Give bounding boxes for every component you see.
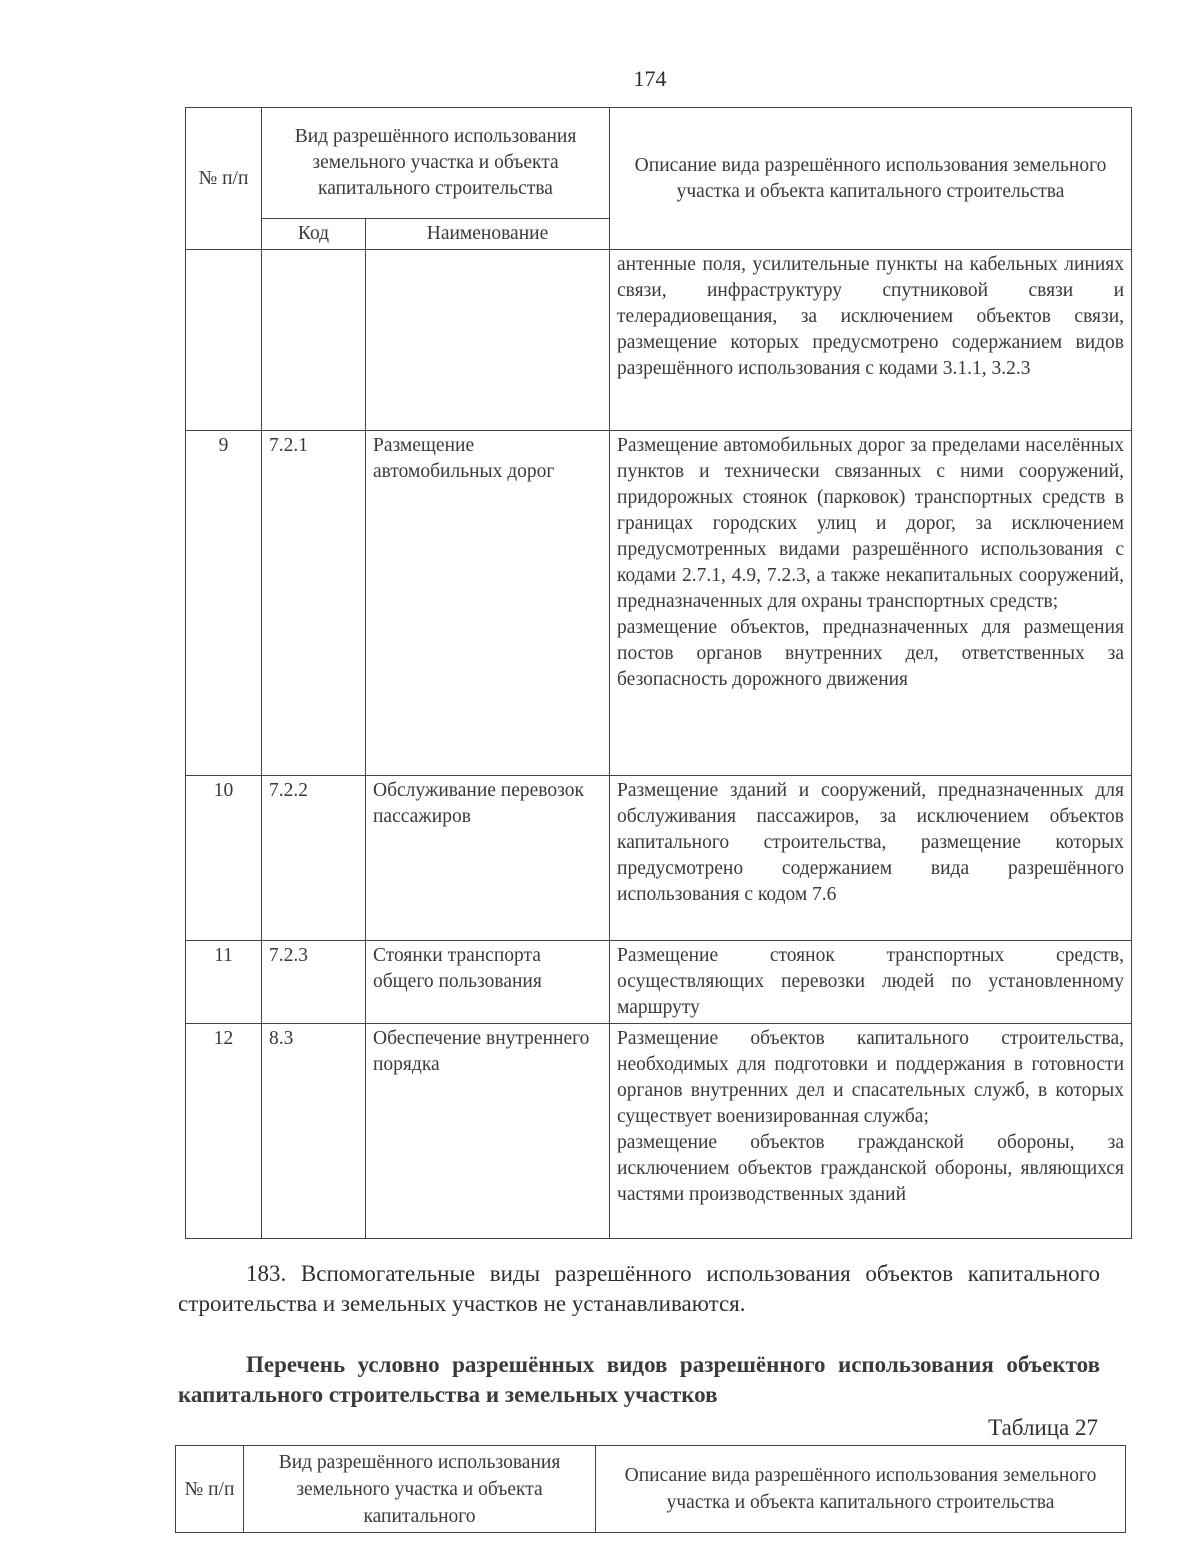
row-name-cell: Размещение автомобильных дорог [366, 431, 610, 776]
description-paragraph: Размещение стоянок транспортных средств, осуществляющих перевозки людей по установленному маршруту [617, 945, 1125, 1018]
header-description: Описание вида разрешённого использования земельного участка и объекта капитального строительства [610, 108, 1132, 250]
header-name: Наименование [366, 219, 610, 250]
row-num-cell [186, 250, 262, 431]
row-code-cell: 7.2.2 [262, 776, 366, 941]
table-row [186, 941, 1132, 1024]
row-name-cell: Обеспечение внутреннего порядка [366, 1024, 610, 1239]
section-heading [178, 1350, 1100, 1410]
row-name-cell: Стоянки транспорта общего пользования [366, 941, 610, 1024]
description-paragraph: Размещение объектов капитального строительства, необходимых для подготовки и поддержания в готовности органов внутренних дел и спасательных служб, в которых существует военизированная служба; [617, 1028, 1125, 1127]
table-row [186, 250, 1132, 431]
description-paragraph: Размещение автомобильных дорог за пределами населённых пунктов и технически связанных с ними сооружений, придорожных стоянок (парковок) транспортных средств в границах городских улиц и дорог, за исключением предусмотренных видами разрешённого использования с кодами 2.7.1, 4.9, 7.2.3, а также некапитальных сооружений, предназначенных для охраны транспортных средств; [617, 435, 1125, 612]
row-num-cell: 10 [186, 776, 262, 941]
table-row [186, 1024, 1132, 1239]
description-paragraph: размещение объектов гражданской обороны, за исключением объектов гражданской обороны, являющихся частями производственных зданий [617, 1132, 1125, 1205]
header-type-group: Вид разрешённого использования земельного участка и объекта капитального строительства [262, 108, 610, 219]
paragraph-183-text: 183. Вспомогательные виды разрешённого использования объектов капитального строительства и земельных участков не устанавливаются. [178, 1261, 1100, 1316]
description-paragraph: размещение объектов, предназначенных для размещения постов органов внутренних дел, ответственных за безопасность дорожного движения [617, 617, 1125, 690]
section-heading-text: Перечень условно разрешённых видов разрешённого использования объектов капитального строительства и земельных участков [178, 1352, 1100, 1407]
paragraph-183 [178, 1259, 1100, 1319]
row-num-cell: 11 [186, 941, 262, 1024]
row-description-cell: антенные поля, усилительные пункты на кабельных линиях связи, инфраструктуру спутниковой связи и телерадиовещания, за исключением объектов связи, размещение которых предусмотрено содержанием видов разрешённого использования с кодами 3.1.1, 3.2.3 [610, 250, 1132, 431]
row-code-cell: 7.2.1 [262, 431, 366, 776]
table-27-header [175, 1445, 1126, 1533]
row-num-cell: 12 [186, 1024, 262, 1239]
header-description: Описание вида разрешённого использования земельного участка и объекта капитального строительства [596, 1446, 1126, 1533]
row-code-cell [262, 250, 366, 431]
header-num: № п/п [176, 1446, 244, 1533]
table-row [186, 776, 1132, 941]
description-paragraph: Размещение зданий и сооружений, предназначенных для обслуживания пассажиров, за исключением объектов капитального строительства, размещение которых предусмотрено содержанием вида разрешённого использования с кодом 7.6 [617, 780, 1125, 905]
row-num-cell: 9 [186, 431, 262, 776]
header-type-group: Вид разрешённого использования земельного участка и объекта капитального [244, 1446, 596, 1533]
table-row [186, 431, 1132, 776]
header-num: № п/п [186, 108, 262, 250]
table-caption: Таблица 27 [988, 1415, 1098, 1440]
row-code-cell: 7.2.3 [262, 941, 366, 1024]
header-code: Код [262, 219, 366, 250]
row-description-cell [610, 1024, 1132, 1239]
land-use-table [185, 107, 1132, 1239]
row-description-cell [610, 431, 1132, 776]
page-number: 174 [633, 66, 667, 91]
row-name-cell: Обслуживание перевозок пассажиров [366, 776, 610, 941]
row-code-cell: 8.3 [262, 1024, 366, 1239]
row-description-cell [610, 776, 1132, 941]
row-description-cell [610, 941, 1132, 1024]
row-name-cell [366, 250, 610, 431]
